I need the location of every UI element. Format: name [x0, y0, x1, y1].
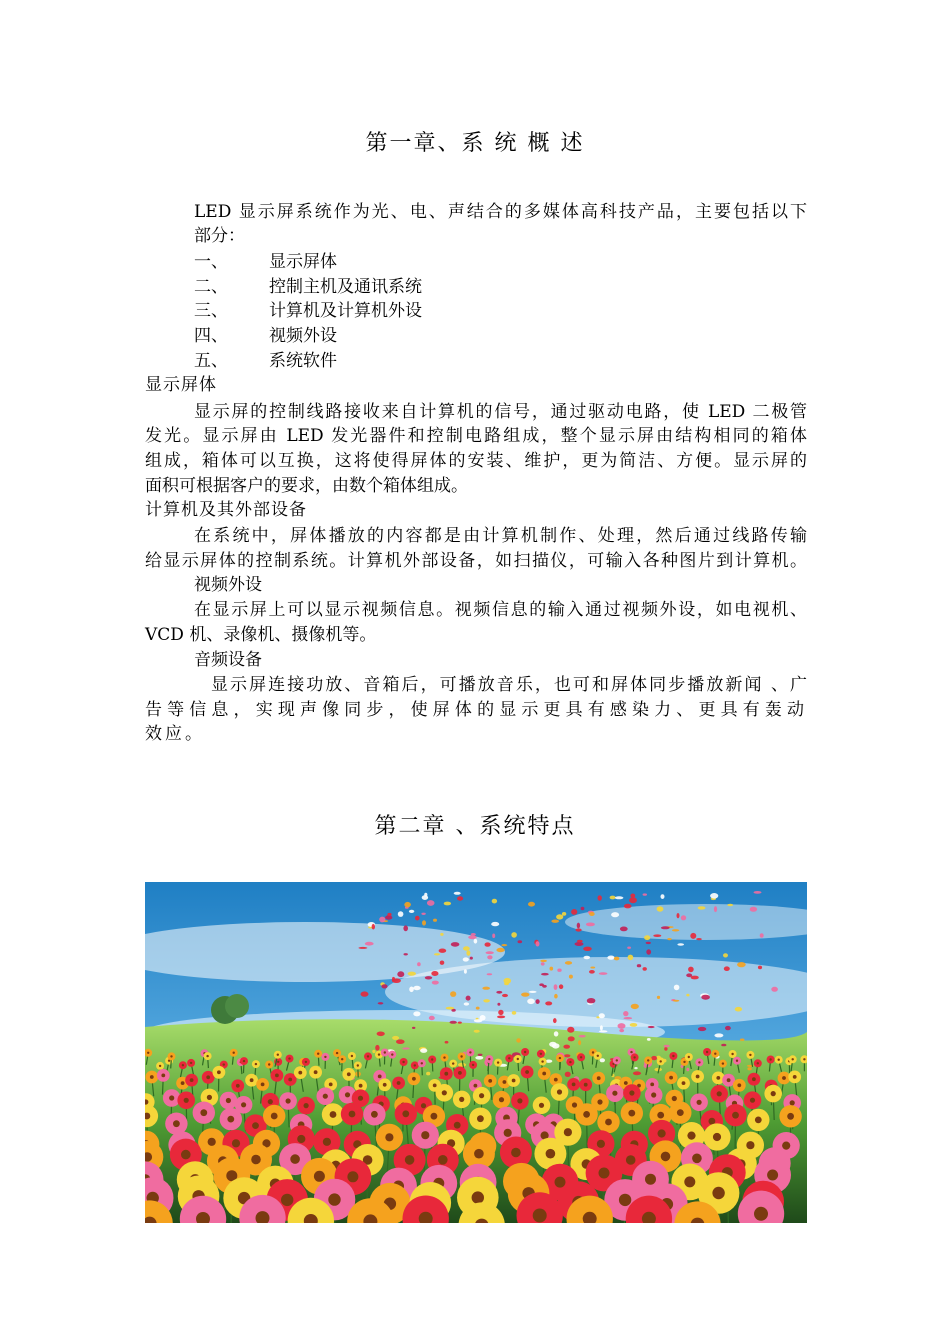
- paragraph-line: 在系统中，屏体播放的内容都是由计算机制作、处理，然后通过线路传输: [194, 526, 807, 546]
- paragraph-line: 给显示屏体的控制系统。计算机外部设备，如扫描仪，可输入各种图片到计算机。: [145, 551, 807, 571]
- paragraph-line: 面积可根据客户的要求，由数个箱体组成。: [145, 476, 468, 496]
- intro-line-1: LED 显示屏系统作为光、电、声结合的多媒体高科技产品，主要包括以下: [194, 202, 807, 222]
- list-item-text: 控制主机及通讯系统: [269, 277, 422, 297]
- chapter-2-title: 第二章 、系统特点: [374, 814, 576, 839]
- list-item-text: 计算机及计算机外设: [269, 301, 422, 321]
- paragraph-line: VCD 机、录像机、摄像机等。: [145, 625, 377, 645]
- chapter-1-title: 第一章、系 统 概 述: [365, 131, 585, 156]
- flower-field-image: [145, 882, 807, 1223]
- list-item-number: 五、: [194, 351, 228, 371]
- paragraph-line: 显示屏连接功放、音箱后，可播放音乐，也可和屏体同步播放新闻 、广: [211, 675, 807, 695]
- section-heading-computer: 计算机及其外部设备: [145, 500, 307, 520]
- list-item-text: 显示屏体: [269, 252, 337, 272]
- paragraph-line: 发光。显示屏由 LED 发光器件和控制电路组成，整个显示屏由结构相同的箱体: [145, 426, 807, 446]
- list-item-number: 一、: [194, 252, 228, 272]
- list-item-number: 三、: [194, 301, 228, 321]
- intro-line-2: 部分：: [194, 226, 245, 246]
- section-heading-audio: 音频设备: [194, 650, 262, 670]
- list-item-number: 二、: [194, 277, 228, 297]
- section-heading-display: 显示屏体: [145, 375, 217, 395]
- paragraph-line: 在显示屏上可以显示视频信息。视频信息的输入通过视频外设，如电视机、: [194, 600, 807, 620]
- paragraph-line: 效应。: [145, 724, 205, 744]
- list-item-number: 四、: [194, 326, 228, 346]
- list-item-text: 视频外设: [269, 326, 337, 346]
- paragraph-line: 组成，箱体可以互换，这将使得屏体的安装、维护，更为简洁、方便。显示屏的: [145, 451, 807, 471]
- paragraph-line: 告等信息，实现声像同步，使屏体的显示更具有感染力、更具有轰动: [145, 700, 807, 720]
- section-heading-video: 视频外设: [194, 575, 262, 595]
- paragraph-line: 显示屏的控制线路接收来自计算机的信号，通过驱动电路，使 LED 二极管: [194, 402, 807, 422]
- flower-field-photo: [145, 882, 807, 1223]
- list-item-text: 系统软件: [269, 351, 337, 371]
